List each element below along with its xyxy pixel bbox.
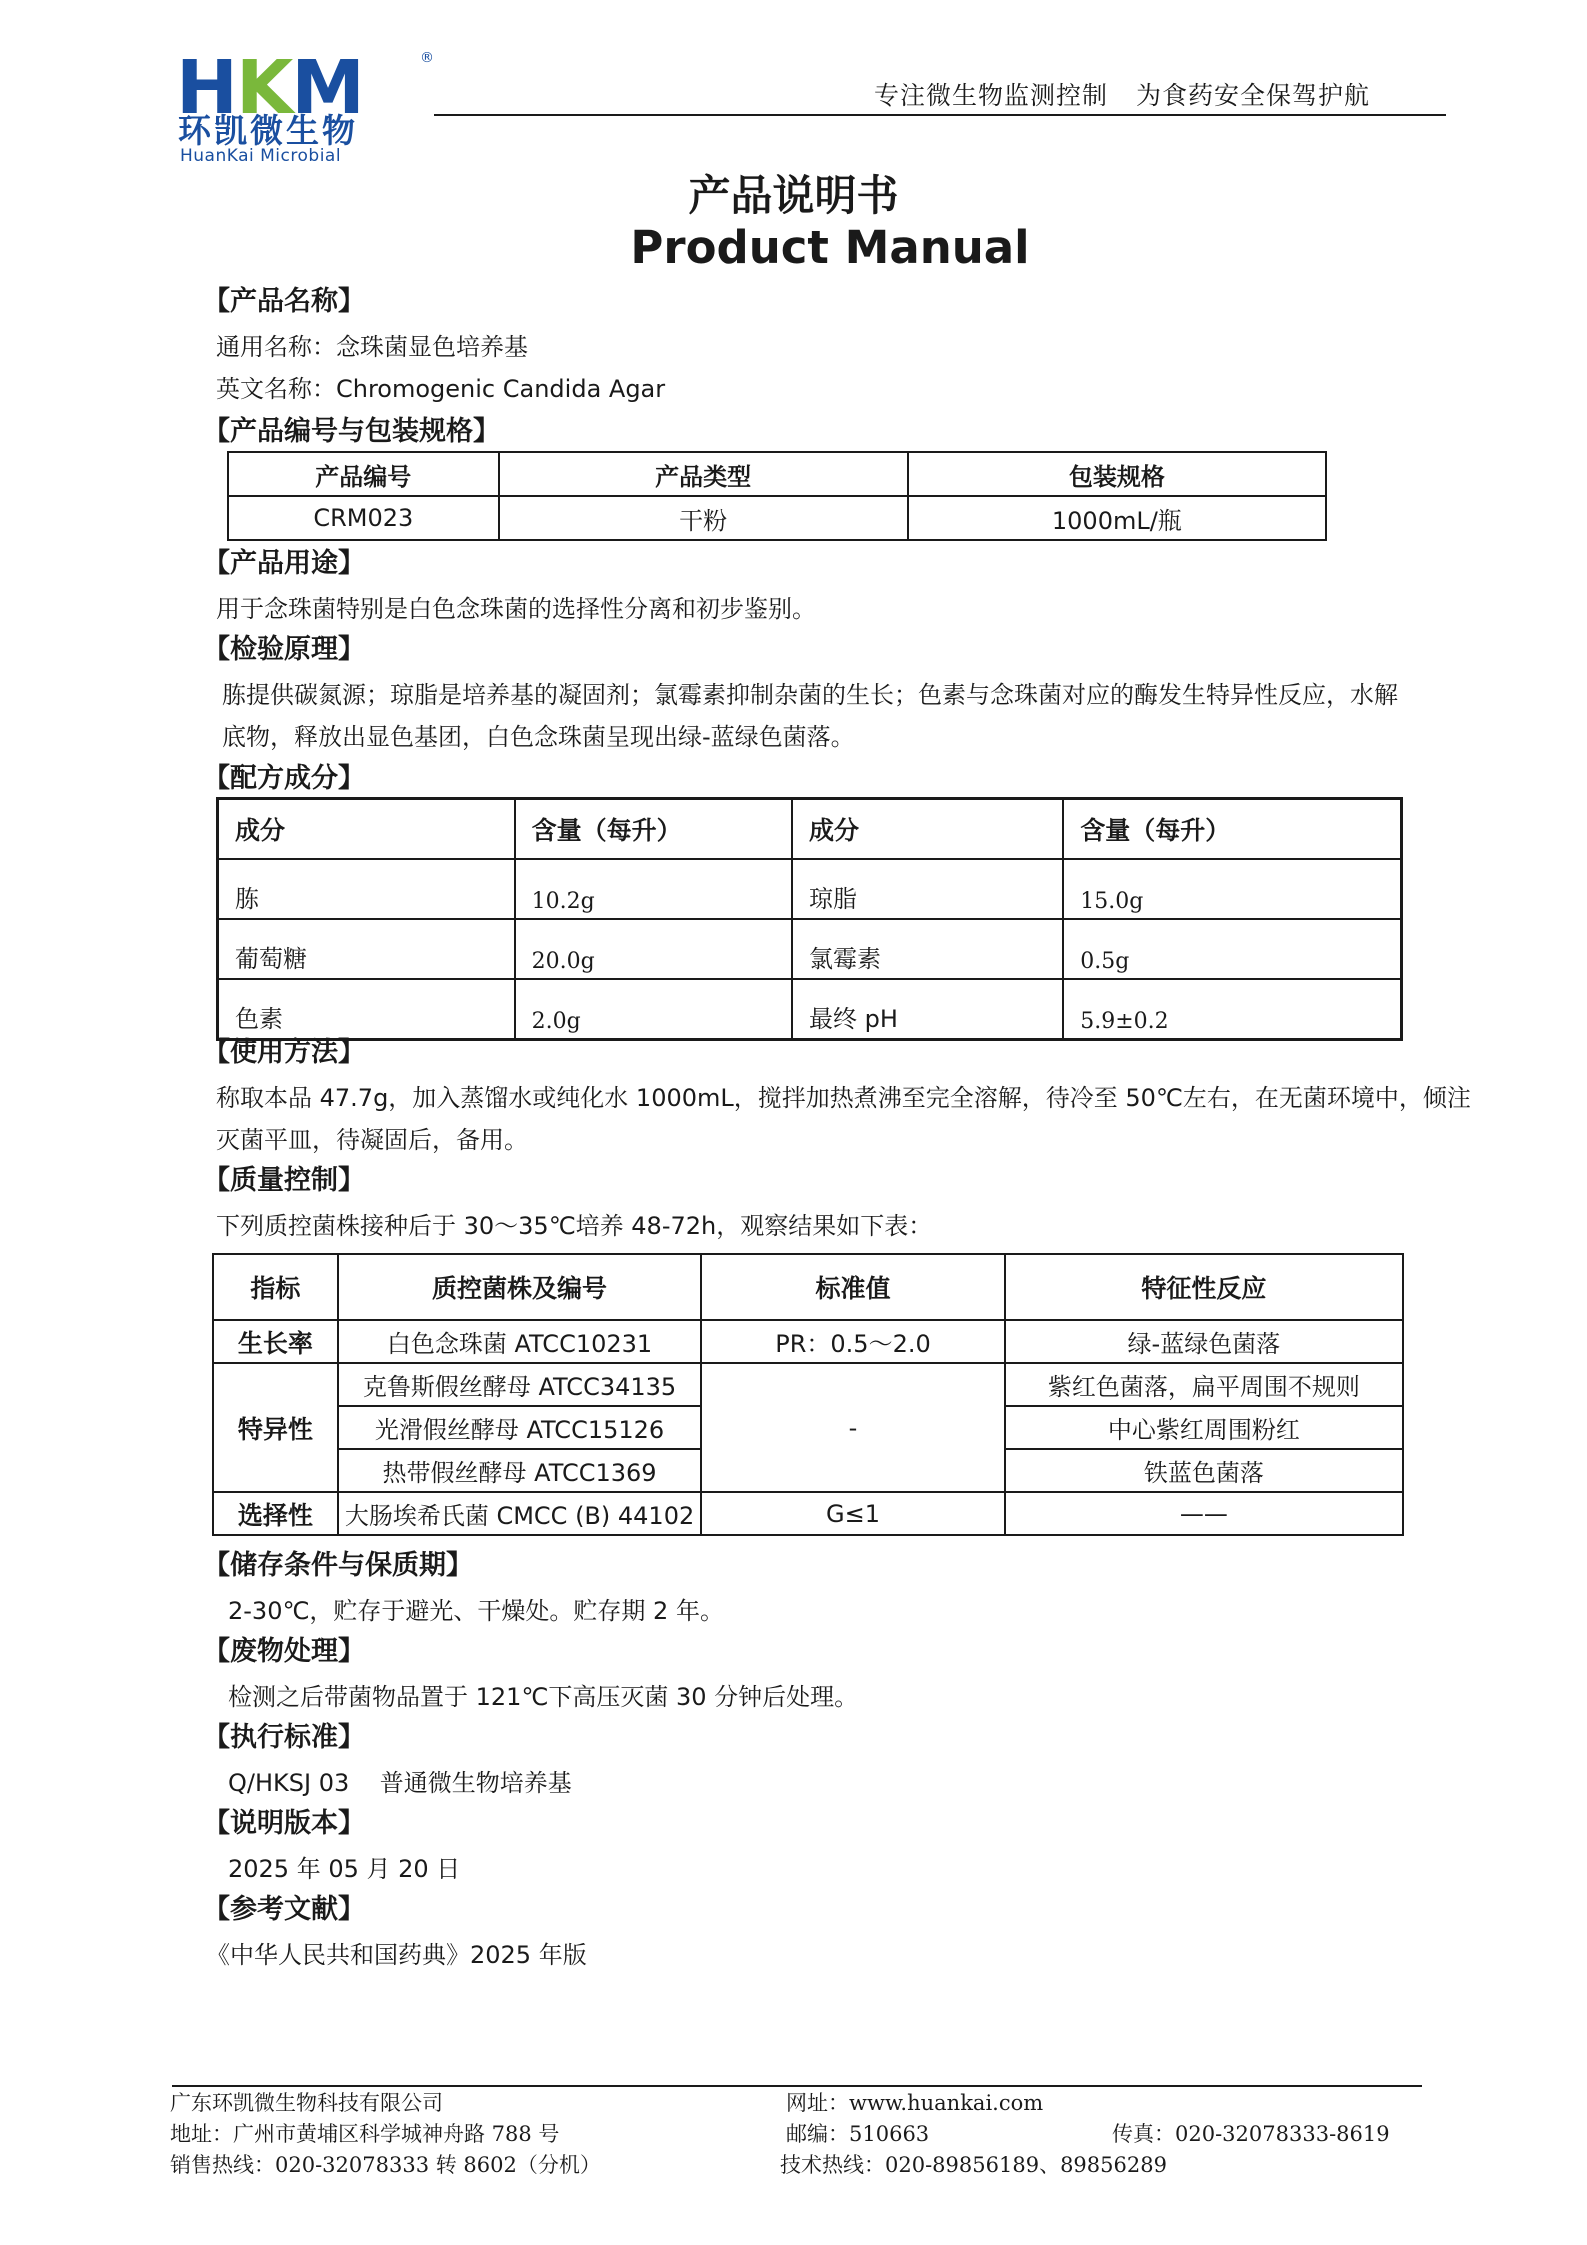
reaction: 紫红色菌落，扁平周围不规则 [1005, 1363, 1403, 1406]
page-title-en: Product Manual [630, 221, 1030, 274]
version-text: 2025 年 05 月 20 日 [228, 1855, 461, 1883]
storage-text: 2-30℃，贮存于避光、干燥处。贮存期 2 年。 [228, 1597, 724, 1625]
section-heading-reference: 【参考文献】 [203, 1894, 365, 1925]
indicator-label: 选择性 [213, 1492, 338, 1535]
amount: 5.9±0.2 [1063, 979, 1401, 1040]
strain: 大肠埃希氏菌 CMCC (B) 44102 [338, 1492, 702, 1535]
logo-letter-h: H [176, 45, 236, 131]
standard-value: G≤1 [701, 1492, 1004, 1535]
footer-address: 地址：广州市黄埔区科学城神舟路 788 号 [170, 2122, 560, 2146]
ingredient: 葡萄糖 [218, 919, 515, 979]
registered-mark: ® [420, 50, 434, 66]
ingredient: 琼脂 [792, 859, 1063, 919]
logo-letter-m: M [291, 45, 363, 131]
table-header-row [218, 799, 1402, 860]
qc-intro: 下列质控菌株接种后于 30～35℃培养 48-72h，观察结果如下表： [216, 1212, 933, 1240]
column-header: 产品编号 [228, 452, 499, 496]
column-header: 包装规格 [908, 452, 1326, 496]
section-heading-method: 【使用方法】 [203, 1037, 365, 1068]
section-heading-principle: 【检验原理】 [203, 634, 365, 665]
method-line-2: 灭菌平皿，待凝固后，备用。 [216, 1126, 528, 1154]
section-heading-usage: 【产品用途】 [203, 548, 365, 579]
strain: 克鲁斯假丝酵母 ATCC34135 [338, 1363, 702, 1406]
section-heading-storage: 【储存条件与保质期】 [203, 1550, 473, 1581]
reaction: —— [1005, 1492, 1403, 1535]
slogan-part-1: 专注微生物监测控制 [874, 81, 1109, 110]
formula-table [216, 797, 1403, 1041]
qc-table [212, 1253, 1404, 1536]
section-heading-product-name: 【产品名称】 [203, 286, 365, 317]
package-spec: 1000mL/瓶 [908, 496, 1326, 540]
amount: 20.0g [515, 919, 792, 979]
footer-fax: 传真：020-32078333-8619 [1112, 2122, 1390, 2146]
indicator-label: 生长率 [213, 1320, 338, 1363]
amount: 15.0g [1063, 859, 1401, 919]
strain: 热带假丝酵母 ATCC1369 [338, 1449, 702, 1492]
ingredient: 最终 pH [792, 979, 1063, 1040]
column-header: 成分 [792, 799, 1063, 860]
ingredient: 胨 [218, 859, 515, 919]
section-heading-packaging: 【产品编号与包装规格】 [203, 416, 500, 447]
standard-value: - [701, 1363, 1004, 1492]
table-row [218, 919, 1402, 979]
standard-text: Q/HKSJ 03 普通微生物培养基 [228, 1769, 572, 1797]
footer-sales-hotline: 销售热线：020-32078333 转 8602（分机） [170, 2153, 601, 2177]
amount: 10.2g [515, 859, 792, 919]
logo-chinese-name: 环凯微生物 [178, 111, 358, 150]
disposal-text: 检测之后带菌物品置于 121℃下高压灭菌 30 分钟后处理。 [228, 1683, 859, 1711]
logo-letter-k: K [235, 45, 292, 131]
column-header: 质控菌株及编号 [338, 1254, 702, 1320]
strain: 光滑假丝酵母 ATCC15126 [338, 1406, 702, 1449]
product-code: CRM023 [228, 496, 499, 540]
ingredient: 色素 [218, 979, 515, 1040]
column-header: 标准值 [701, 1254, 1004, 1320]
logo-english-name: HuanKai Microbial [180, 146, 342, 166]
section-heading-disposal: 【废物处理】 [203, 1636, 365, 1667]
footer-divider [172, 2085, 1422, 2087]
table-row [213, 1363, 1403, 1406]
table-row [218, 979, 1402, 1040]
amount: 0.5g [1063, 919, 1401, 979]
ingredient: 氯霉素 [792, 919, 1063, 979]
method-line-1: 称取本品 47.7g，加入蒸馏水或纯化水 1000mL，搅拌加热煮沸至完全溶解，待冷至 50℃左右，在无菌环境中，倾注 [216, 1084, 1471, 1112]
table-row [213, 1320, 1403, 1363]
page-title-cn: 产品说明书 [688, 171, 899, 220]
reaction: 铁蓝色菌落 [1005, 1449, 1403, 1492]
usage-text: 用于念珠菌特别是白色念珠菌的选择性分离和初步鉴别。 [216, 595, 816, 623]
section-heading-version: 【说明版本】 [203, 1808, 365, 1839]
column-header: 成分 [218, 799, 515, 860]
indicator-label: 特异性 [213, 1363, 338, 1492]
column-header: 产品类型 [499, 452, 908, 496]
principle-line-1: 胨提供碳氮源；琼脂是培养基的凝固剂；氯霉素抑制杂菌的生长；色素与念珠菌对应的酶发生特异性反应，水解 [222, 681, 1398, 709]
reference-text: 《中华人民共和国药典》2025 年版 [206, 1941, 587, 1969]
table-header-row [228, 452, 1326, 496]
column-header: 含量（每升） [515, 799, 792, 860]
reaction: 绿-蓝绿色菌落 [1005, 1320, 1403, 1363]
table-row [218, 859, 1402, 919]
section-heading-formula: 【配方成分】 [203, 763, 365, 794]
section-heading-qc: 【质量控制】 [203, 1165, 365, 1196]
section-heading-standard: 【执行标准】 [203, 1722, 365, 1753]
column-header: 特征性反应 [1005, 1254, 1403, 1320]
column-header: 含量（每升） [1063, 799, 1401, 860]
reaction: 中心紫红周围粉红 [1005, 1406, 1403, 1449]
packaging-table [227, 451, 1327, 541]
footer-website: 网址：www.huankai.com [786, 2091, 1044, 2115]
amount: 2.0g [515, 979, 792, 1040]
common-name: 通用名称：念珠菌显色培养基 [216, 333, 528, 361]
principle-line-2: 底物，释放出显色基团，白色念珠菌呈现出绿-蓝绿色菌落。 [222, 723, 855, 751]
product-type: 干粉 [499, 496, 908, 540]
table-header-row [213, 1254, 1403, 1320]
table-row [228, 496, 1326, 540]
strain: 白色念珠菌 ATCC10231 [338, 1320, 702, 1363]
footer-tech-hotline: 技术热线：020-89856189、89856289 [780, 2153, 1167, 2177]
table-row [213, 1492, 1403, 1535]
footer-company: 广东环凯微生物科技有限公司 [170, 2091, 443, 2115]
header-divider [434, 114, 1446, 116]
column-header: 指标 [213, 1254, 338, 1320]
slogan-part-2: 为食药安全保驾护航 [1136, 81, 1371, 110]
english-name: 英文名称：Chromogenic Candida Agar [216, 375, 666, 403]
header-slogan [874, 76, 1398, 112]
footer-postcode: 邮编：510663 [786, 2122, 930, 2146]
standard-value: PR：0.5～2.0 [701, 1320, 1004, 1363]
